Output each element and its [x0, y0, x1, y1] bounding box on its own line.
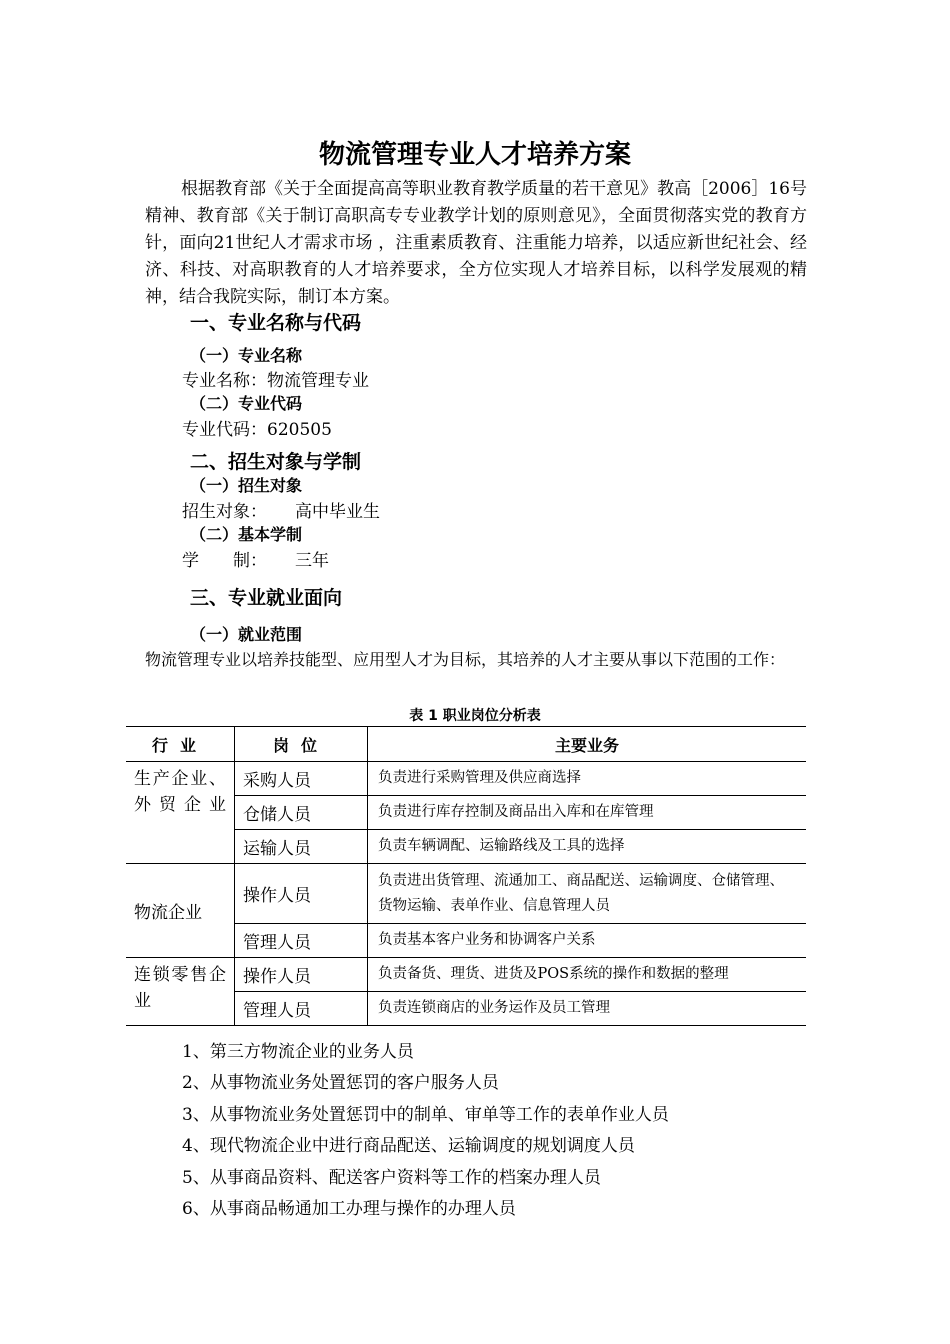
section-1-heading: 一、专业名称与代码: [190, 312, 362, 334]
list-item: 4、现代物流企业中进行商品配送、运输调度的规划调度人员: [182, 1136, 635, 1156]
section-2-sub-1: （一）招生对象: [190, 476, 303, 495]
list-item: 2、从事物流业务处置惩罚的客户服务人员: [182, 1073, 499, 1093]
duty-cell: 负责基本客户业务和协调客户关系: [368, 924, 807, 958]
duty-cell: 负责进行采购管理及供应商选择: [368, 762, 807, 796]
section-1-sub-2: （二）专业代码: [190, 394, 303, 413]
intro-paragraph: 根据教育部《关于全面提高高等职业教育教学质量的若干意见》教高［2006］16号精神、教育部《关于制订高职高专专业教学计划的原则意见》，全面贯彻落实党的教育方针，面向21世纪人才需求市场 ，注重素质教育、注重能力培养，以适应新世纪社会、经济、科技、对高职教育的人才培养要求，全方位实现人才培养目标，以科学发展观的精神，结合我院实际，制订本方案。: [145, 179, 807, 307]
list-item: 3、从事物流业务处置惩罚中的制单、审单等工作的表单作业人员: [182, 1105, 669, 1125]
table-caption: 表 1 职业岗位分析表: [409, 708, 541, 724]
major-code-line: 专业代码：620505: [182, 420, 332, 440]
job-analysis-table: [126, 726, 806, 1026]
section-2-sub-2: （二）基本学制: [190, 525, 303, 544]
section-1-sub-1: （一）专业名称: [190, 346, 303, 365]
duty-cell: 负责连锁商店的业务运作及员工管理: [368, 992, 807, 1026]
position-cell: 仓储人员: [235, 796, 368, 830]
table-row: [126, 762, 806, 796]
table-row: [126, 958, 806, 992]
header-industry: 行业: [126, 727, 235, 762]
enrollment-target-value: 高中毕业生: [295, 502, 380, 522]
study-duration-line: [182, 546, 329, 571]
table-row: [126, 864, 806, 924]
list-item: 1、第三方物流企业的业务人员: [182, 1042, 414, 1062]
position-cell: 操作人员: [235, 958, 368, 992]
position-cell: 操作人员: [235, 864, 368, 924]
study-duration-label: 学 制：: [182, 551, 267, 571]
enrollment-target-line: [182, 497, 380, 522]
employment-scope-paragraph: 物流管理专业以培养技能型、应用型人才为目标，其培养的人才主要从事以下范围的工作：: [145, 650, 786, 669]
list-item: 6、从事商品畅通加工办理与操作的办理人员: [182, 1199, 516, 1219]
industry-cell: 物流企业: [126, 864, 235, 958]
major-name-line: 专业名称：物流管理专业: [182, 371, 369, 391]
industry-cell: 生产企业、外贸企业: [126, 762, 235, 864]
position-cell: 管理人员: [235, 992, 368, 1026]
duty-cell: 负责进行库存控制及商品出入库和在库管理: [368, 796, 807, 830]
table-header-row: [126, 727, 806, 762]
section-2-heading: 二、招生对象与学制: [190, 451, 362, 473]
header-duty: 主要业务: [368, 727, 807, 762]
duty-cell: 负责车辆调配、运输路线及工具的选择: [368, 830, 807, 864]
duty-cell: 负责备货、理货、进货及POS系统的操作和数据的整理: [368, 958, 807, 992]
position-cell: 运输人员: [235, 830, 368, 864]
duty-cell: 负责进出货管理、流通加工、商品配送、运输调度、仓储管理、货物运输、表单作业、信息管理人员: [368, 864, 807, 924]
section-3-sub-1: （一）就业范围: [190, 625, 303, 644]
enrollment-target-label: 招生对象：: [182, 502, 267, 522]
industry-cell: 连锁零售企业: [126, 958, 235, 1026]
position-cell: 管理人员: [235, 924, 368, 958]
section-3-heading: 三、专业就业面向: [190, 587, 343, 609]
position-cell: 采购人员: [235, 762, 368, 796]
study-duration-value: 三年: [295, 551, 329, 571]
list-item: 5、从事商品资料、配送客户资料等工作的档案办理人员: [182, 1168, 601, 1188]
header-position: 岗位: [235, 727, 368, 762]
document-title: 物流管理专业人才培养方案: [318, 140, 631, 170]
